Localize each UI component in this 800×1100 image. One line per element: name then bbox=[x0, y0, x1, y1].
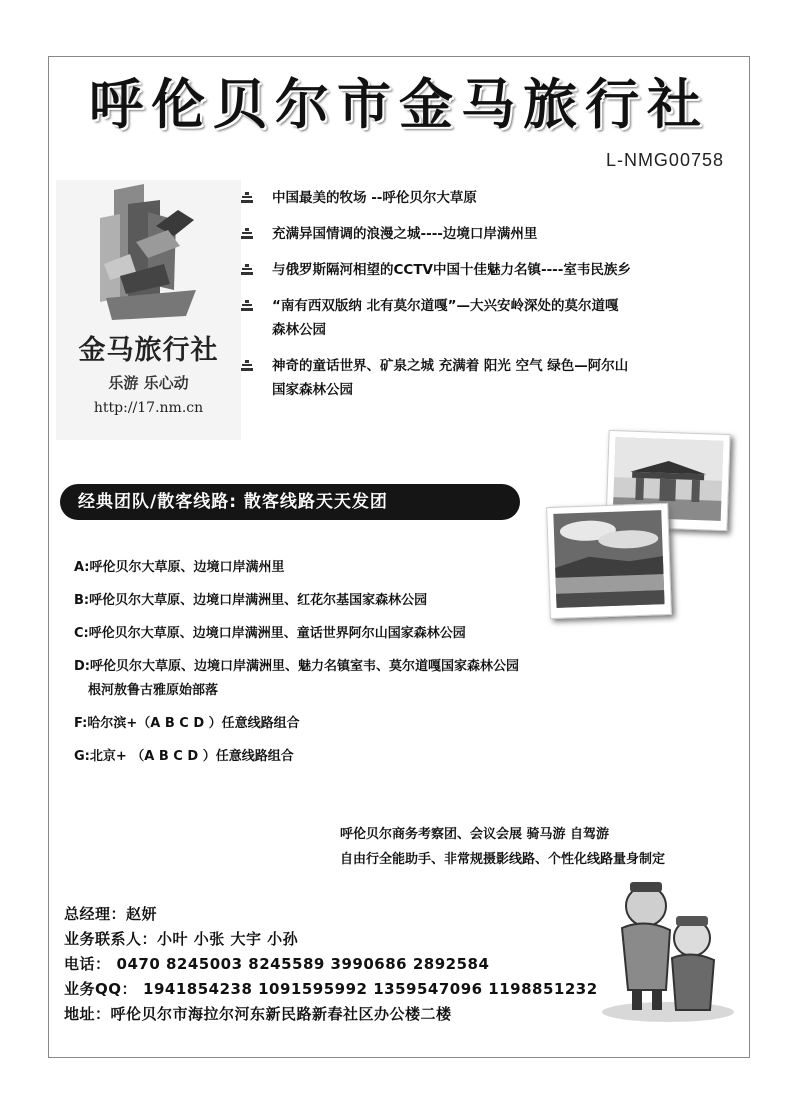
route-text: D:呼伦贝尔大草原、边境口岸满洲里、魅力名镇室韦、莫尔道嘎国家森林公园 bbox=[74, 659, 519, 674]
highlight-text: “南有西双版纳 北有莫尔道嘎”—大兴安岭深处的莫尔道嘎 bbox=[272, 298, 619, 314]
highlight-text: 充满异国情调的浪漫之城----边境口岸满州里 bbox=[272, 226, 538, 242]
phone-numbers: 0470 8245003 8245589 3990686 2892584 bbox=[116, 955, 490, 973]
highlight-text-cont: 国家森林公园 bbox=[272, 382, 353, 398]
route-list bbox=[74, 556, 714, 778]
address-row bbox=[64, 1002, 624, 1027]
staff-row bbox=[64, 927, 624, 952]
phone-label: 电话： bbox=[64, 955, 111, 973]
route-item bbox=[74, 655, 714, 703]
agency-title: 呼伦贝尔市金马旅行社 bbox=[89, 72, 709, 136]
building-flags-logo-icon bbox=[56, 180, 241, 330]
logo-url: http://17.nm.cn bbox=[93, 400, 204, 416]
phone-row bbox=[64, 952, 624, 977]
lamp-bullet-icon bbox=[240, 359, 254, 373]
highlight-item bbox=[240, 354, 745, 402]
highlight-text: 神奇的童话世界、矿泉之城 充满着 阳光 空气 绿色—阿尔山 bbox=[272, 358, 629, 374]
logo-slogan: 乐游 乐心动 bbox=[108, 374, 189, 392]
address-label: 地址： bbox=[64, 1005, 111, 1023]
license-number: L-NMG00758 bbox=[605, 150, 724, 170]
manager-label: 总经理： bbox=[64, 905, 127, 923]
staff-names: 小叶 小张 大宇 小孙 bbox=[157, 930, 299, 948]
route-item bbox=[74, 556, 714, 580]
lamp-bullet-icon bbox=[240, 191, 254, 205]
route-banner: 经典团队/散客线路: 散客线路天天发团 bbox=[60, 484, 520, 520]
route-text: B:呼伦贝尔大草原、边境口岸满洲里、红花尔基国家森林公园 bbox=[74, 593, 428, 608]
route-item bbox=[74, 712, 714, 736]
route-text: C:呼伦贝尔大草原、边境口岸满洲里、童话世界阿尔山国家森林公园 bbox=[74, 626, 466, 641]
highlight-item bbox=[240, 222, 745, 246]
highlight-item bbox=[240, 186, 745, 210]
service-line: 自由行全能助手、非常规摄影线路、个性化线路量身制定 bbox=[340, 852, 666, 867]
staff-label: 业务联系人： bbox=[64, 930, 158, 948]
contact-block bbox=[64, 902, 624, 1027]
highlight-text-cont: 森林公园 bbox=[272, 322, 326, 338]
qq-row bbox=[64, 977, 624, 1002]
highlight-text: 中国最美的牧场 --呼伦贝尔大草原 bbox=[272, 190, 477, 206]
highlight-item bbox=[240, 294, 745, 342]
manager-name: 赵妍 bbox=[126, 905, 158, 923]
route-item bbox=[74, 589, 714, 613]
lamp-bullet-icon bbox=[240, 263, 254, 277]
route-text-cont: 根河敖鲁古雅原始部落 bbox=[88, 683, 219, 698]
route-item bbox=[74, 745, 714, 769]
highlight-list bbox=[240, 186, 745, 414]
service-list bbox=[340, 822, 750, 872]
route-text: G:北京+ （A B C D ）任意线路组合 bbox=[74, 749, 294, 764]
address-text: 呼伦贝尔市海拉尔河东新民路新春社区办公楼二楼 bbox=[110, 1005, 452, 1023]
lamp-bullet-icon bbox=[240, 227, 254, 241]
route-text: F:哈尔滨+（A B C D ）任意线路组合 bbox=[74, 716, 300, 731]
qq-label: 业务QQ： bbox=[64, 980, 138, 998]
logo-name: 金马旅行社 bbox=[78, 335, 219, 366]
route-item bbox=[74, 622, 714, 646]
lamp-bullet-icon bbox=[240, 299, 254, 313]
manager-row bbox=[64, 902, 624, 927]
logo-block bbox=[56, 180, 241, 440]
service-line: 呼伦贝尔商务考察团、会议会展 骑马游 自驾游 bbox=[340, 827, 610, 842]
qq-numbers: 1941854238 1091595992 1359547096 1198851232 bbox=[143, 980, 598, 998]
highlight-item bbox=[240, 258, 745, 282]
highlight-text: 与俄罗斯隔河相望的CCTV中国十佳魅力名镇----室韦民族乡 bbox=[272, 262, 631, 278]
route-text: A:呼伦贝尔大草原、边境口岸满州里 bbox=[74, 560, 285, 575]
